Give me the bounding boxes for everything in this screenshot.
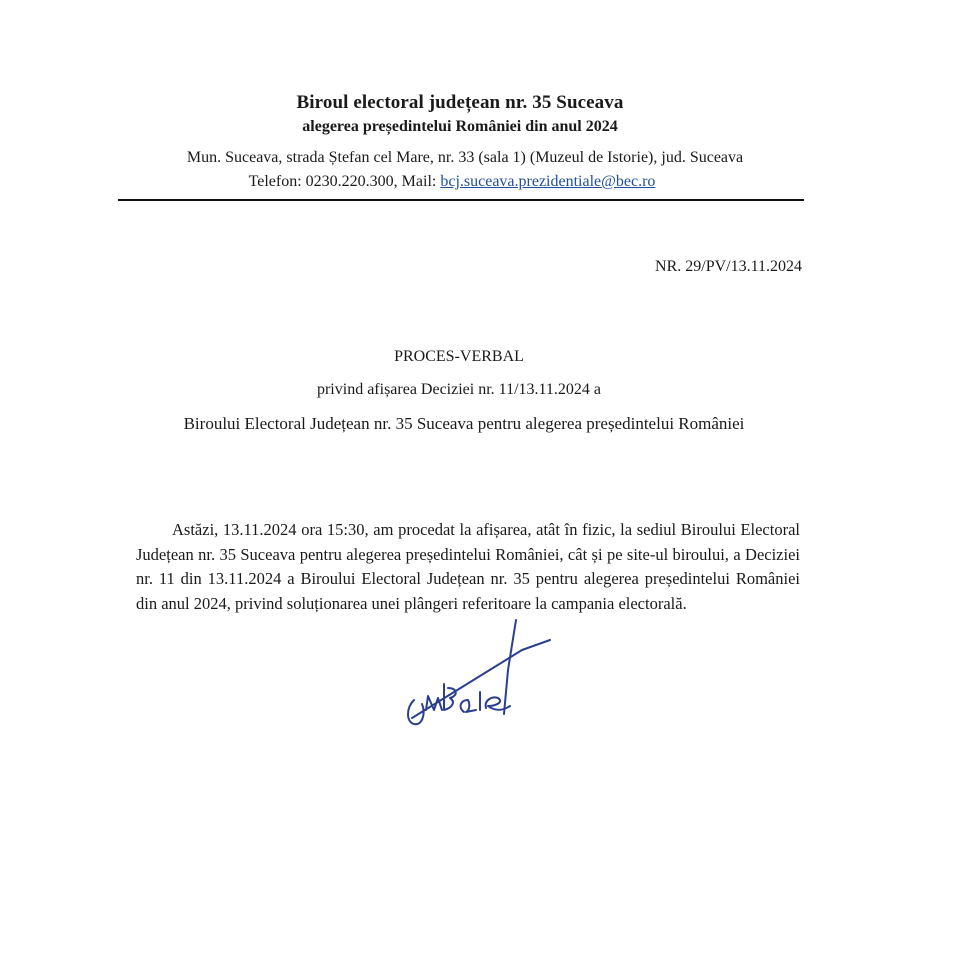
phone-text: Telefon: 0230.220.300, Mail:: [248, 173, 441, 190]
signature-letter-a: [461, 700, 476, 712]
institution-title: Biroul electoral județean nr. 35 Suceava: [296, 92, 624, 113]
pv-subject-line2: Biroului Electoral Județean nr. 35 Suceava pentru alegerea președintelui României: [183, 414, 745, 433]
institution-address: Mun. Suceava, strada Ștefan cel Mare, nr. 33 (sala 1) (Muzeul de Istorie), jud. Suceava: [186, 149, 744, 166]
pv-subject-line1: privind afișarea Deciziei nr. 11/13.11.2024 a: [316, 381, 602, 398]
body-paragraph-text: Astăzi, 13.11.2024 ora 15:30, am procedat la afișarea, atât în fizic, la sediul Biroului Electoral Județean nr. 35 Suceava pentru alegerea președintelui României, cât și pe site-ul biroului, a Deciziei nr. 11 din 13.11.2024 a Biroului Electoral Județean nr. 35 pentru alegerea președintelui României din anul 2024, privind soluționarea unei plângeri referitoare la campania electorală.: [136, 520, 800, 613]
signature-stroke-vertical: [504, 620, 516, 714]
body-paragraph: [136, 518, 800, 616]
signature-mark: [400, 612, 570, 742]
email-link[interactable]: bcj.suceava.prezidentiale@bec.ro: [440, 173, 656, 190]
document-number: NR. 29/PV/13.11.2024: [655, 258, 802, 275]
pv-title: PROCES-VERBAL: [394, 348, 524, 365]
signature-letter-e: [486, 697, 510, 709]
header-divider: [118, 199, 804, 201]
institution-subtitle: alegerea președintelui României din anul 2024: [302, 118, 618, 135]
institution-contact: [0, 173, 904, 191]
